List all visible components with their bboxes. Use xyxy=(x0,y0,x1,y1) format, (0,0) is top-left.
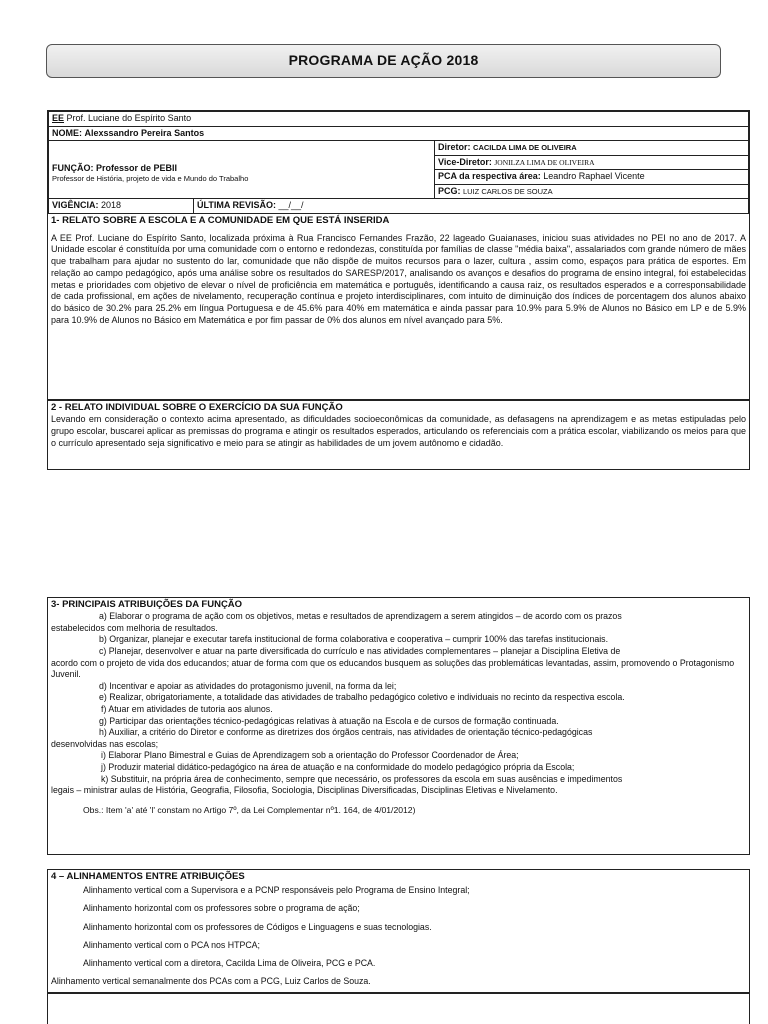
list-item xyxy=(51,681,746,693)
funcao-cell xyxy=(49,141,435,199)
list-item xyxy=(51,774,746,797)
item-c-line2: acordo com o projeto de vida dos educandos; atuar de forma com que os educandos busquem as soluções das problemáticas levantadas, assim, promovendo o Protagonismo Juvenil. xyxy=(51,657,735,680)
list-item xyxy=(51,611,746,634)
list-item xyxy=(51,762,746,774)
diretor-value: CACILDA LIMA DE OLIVEIRA xyxy=(473,143,577,153)
alignment-line-2: Alinhamento horizontal com os professores sobre o programa de ação; xyxy=(83,903,360,914)
list-item xyxy=(51,634,746,646)
item-d-line1: d) Incentivar e apoiar as atividades do protagonismo juvenil, na forma da lei; xyxy=(99,680,397,691)
item-h-line1: h) Auxiliar, a critério do Diretor e conforme as diretrizes dos órgãos centrais, nas atividades de orientação técnico-pedagógicas xyxy=(99,727,593,738)
revisao-cell xyxy=(194,199,749,214)
vice-value: JONILZA LIMA DE OLIVEIRA xyxy=(494,157,595,167)
school-row xyxy=(49,112,749,127)
document-title: PROGRAMA DE AÇÃO 2018 xyxy=(46,44,721,78)
item-k-line1: k) Substituir, na própria área de conhecimento, sempre que necessário, os professores da escola em suas ausências e impedimentos xyxy=(101,773,623,784)
item-i-line1: i) Elaborar Plano Bimestral e Guias de Aprendizagem sob a orientação do Professor Coordenador de Área; xyxy=(101,750,519,761)
item-g-line1: g) Participar das orientações técnico-pedagógicas relativas à atuação na Escola e de cursos de formação continuada. xyxy=(99,715,559,726)
vice-label: Vice-Diretor: xyxy=(438,156,492,167)
funcao-label: FUNÇÃO: xyxy=(52,162,94,173)
item-c-line1: c) Planejar, desenvolver e atuar na parte diversificada do currículo e nas atividades complementares – planejar a Disciplina Eletiva de xyxy=(99,645,621,656)
pcg-cell xyxy=(435,184,749,199)
section3-title: 3- PRINCIPAIS ATRIBUIÇÕES DA FUNÇÃO xyxy=(51,599,243,610)
section2-title: 2 - RELATO INDIVIDUAL SOBRE O EXERCÍCIO DA SUA FUNÇÃO xyxy=(51,402,343,413)
vigencia-cell xyxy=(49,199,194,214)
nome-label: NOME: xyxy=(52,127,82,138)
item-j-line1: j) Produzir material didático-pedagógico na área de atuação e na conformidade do modelo pedagógico própria da Escola; xyxy=(101,762,575,773)
revisao-value: __/__/ xyxy=(278,200,304,211)
ee-value: Prof. Luciane do Espírito Santo xyxy=(66,113,192,123)
item-e-line1: e) Realizar, obrigatoriamente, a totalidade das atividades de trabalho pedagógico coletivo e individuais no recinto da respectiva escola. xyxy=(99,692,625,703)
funcao-detail: Professor de História, projeto de vida e Mundo do Trabalho xyxy=(52,174,249,184)
item-h-line2: desenvolvidas nas escolas; xyxy=(51,738,159,749)
header-table xyxy=(48,111,749,214)
list-item xyxy=(51,692,746,704)
empty-section-box xyxy=(47,993,750,1024)
section1-title: 1- RELATO SOBRE A ESCOLA E A COMUNIDADE EM QUE ESTÁ INSERIDA xyxy=(51,214,390,226)
list-item xyxy=(51,704,746,716)
pcg-label: PCG: xyxy=(438,185,461,196)
alignment-line-5: Alinhamento vertical com a diretora, Cacilda Lima de Oliveira, PCG e PCA. xyxy=(83,958,376,969)
diretor-label: Diretor: xyxy=(438,142,471,153)
alignment-line-4: Alinhamento vertical com o PCA nos HTPCA; xyxy=(83,939,260,950)
vigencia-value: 2018 xyxy=(101,200,122,211)
alignment-line-6: Alinhamento vertical semanalmente dos PCAs com a PCG, Luiz Carlos de Souza. xyxy=(51,976,371,987)
item-k-line2: legais – ministrar aulas de História, Geografia, Filosofia, Sociologia, Disciplinas Diversificadas, Disciplinas Eletivas e Nivelamento. xyxy=(51,785,558,796)
list-item xyxy=(51,750,746,762)
revisao-label: ÚLTIMA REVISÃO: xyxy=(197,200,276,211)
section4-block xyxy=(47,869,750,993)
diretor-cell xyxy=(435,141,749,156)
funcao-value: Professor de PEBII xyxy=(96,162,178,173)
list-item xyxy=(51,646,746,681)
section4-title: 4 – ALINHAMENTOS ENTRE ATRIBUIÇÕES xyxy=(51,871,245,882)
item-a-line2: estabelecidos com melhoria de resultados. xyxy=(51,622,218,633)
vigencia-label: VIGÊNCIA: xyxy=(52,200,99,211)
section3-obs: Obs.: Item 'a' até 'l' constam no Artigo 7º, da Lei Complementar nº1. 164, de 4/01/2012) xyxy=(83,804,416,815)
item-b-line1: b) Organizar, planejar e executar tarefa institucional de forma colaborativa e cooperativa – cumprir 100% das tarefas institucionais. xyxy=(99,634,609,645)
pca-value: Leandro Raphael Vicente xyxy=(543,171,645,182)
pca-label: PCA da respectiva área: xyxy=(438,171,541,182)
pcg-value: LUIZ CARLOS DE SOUZA xyxy=(463,186,553,196)
pca-cell xyxy=(435,170,749,185)
alignment-line-1: Alinhamento vertical com a Supervisora e a PCNP responsáveis pelo Programa de Ensino Integral; xyxy=(83,885,470,896)
header-block xyxy=(47,110,750,400)
section2-block xyxy=(47,400,750,470)
list-item xyxy=(51,727,746,750)
alignment-line-3: Alinhamento horizontal com os professores de Códigos e Linguagens e suas tecnologias. xyxy=(83,921,432,932)
section3-block xyxy=(47,597,750,855)
item-f-line1: f) Atuar em atividades de tutoria aos alunos. xyxy=(101,704,273,715)
item-a-line1: a) Elaborar o programa de ação com os objetivos, metas e resultados de aprendizagem a serem atingidos – de acordo com os prazos xyxy=(99,611,622,622)
vice-cell xyxy=(435,155,749,170)
section1-text: A EE Prof. Luciane do Espírito Santo, localizada próxima à Rua Francisco Fernandes Frazão, 22 lageado Guaianases, iniciou suas atividades no PEI no ano de 2017. A Unidade escolar é constituída por uma comunidade com o entorno e redondezas, constituída por famílias de classe "média baixa", assalariados com grande número de mães que trabalham para ajudar no sustento do lar, comunidade que não dispõe de muitos recursos para o lazer, cultura , assim como, espaços para prática de esportes. Em relação ao campo pedagógico, após uma análise sobre os resultados do SARESP/2017, analisando os avanços e desafios do programa de ensino integral, foi estabelecidas metas e prioridades com objetivo de elevar o nível de proficiência em matemática e português, identificando a causa raiz, os resultados esperados e a corresponsabilidade de cada profissional, em ações de nivelamento, recuperação contínua e projeto interdisciplinares, com intuito de diminuição dos índices de porcentagem dos alunos abaixo do básico de 30.2% para 25.2% em língua Portuguesa e de 45.6% para 40% em matemática e ainda passar para 10.9% para 5.9% de Alunos no Básico em LP e de 5.9% para 10.9% de Alunos no Básico em Matemática e por fim passar de 0% dos alunos em nível avançado para 5%. xyxy=(51,232,746,325)
nome-value: Alexssandro Pereira Santos xyxy=(84,127,205,138)
ee-label: EE xyxy=(52,113,65,123)
list-item xyxy=(51,716,746,728)
name-row xyxy=(49,126,749,141)
section2-text: Levando em consideração o contexto acima apresentado, as dificuldades socioeconômicas da comunidade, as defasagens na aprendizagem e as metas estipuladas pelo grupo escolar, buscarei aplicar as premissas do programa e atingir os resultados esperados, articulando os referenciais com a prática escolar, viabilizando os meios para que o currículo apresentado seja significativo e meio para se atingir as habilidades de um jovem autônomo e cidadão. xyxy=(51,414,746,448)
